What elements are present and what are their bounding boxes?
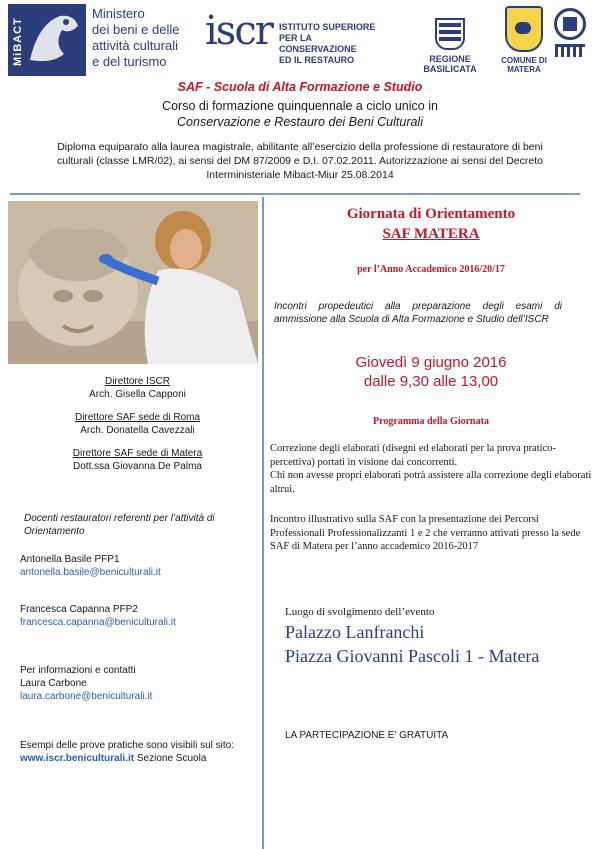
contact-basile: Antonella Basile PFP1 antonella.basile@beniculturali.it xyxy=(20,553,258,579)
esempi-note: Esempi delle prove pratiche sono visibili sul sito: www.iscr.beniculturali.it Sezione Scuola xyxy=(20,740,234,764)
event-title: Giornata di Orientamento SAF MATERA xyxy=(272,204,590,244)
event-date: Giovedì 9 giugno 2016 dalle 9,30 alle 13,00 xyxy=(355,354,507,390)
info-contacts: Per informazioni e contatti Laura Carbone laura.carbone@beniculturali.it xyxy=(20,664,258,703)
iscr-mark: iscr xyxy=(205,8,272,54)
unesco-logo-icon xyxy=(550,8,590,58)
website-link[interactable]: www.iscr.beniculturali.it xyxy=(20,753,135,764)
comune-matera-logo xyxy=(493,6,555,74)
basilicata-shield-icon xyxy=(435,18,465,50)
director-iscr: Direttore ISCR Arch. Gisella Capponi xyxy=(89,376,186,400)
illustrativo-text: Incontro illustrativo sulla SAF con la presentazione dei Percorsi Professionali Professionalizzanti 1 e 2 che verranno attivati presso la sede SAF di Matera per l’anno accademico 2016-2017 xyxy=(270,514,581,552)
mibact-text: Ministero dei beni e delle attività culturali e del turismo xyxy=(92,6,180,69)
regione-label: REGIONE BASILICATA xyxy=(423,54,477,74)
comune-label: COMUNE DI MATERA xyxy=(501,56,547,74)
programma-heading: Programma della Giornata xyxy=(373,416,489,427)
correzione-text: Correzione degli elaborati (disegni ed elaborati per la prova pratico-percettiva) portati in visione dai concorrenti. Chi non avesse propri elaborati potrà assistere alla correzione degli elaborati altrui. xyxy=(270,443,592,495)
director-saf-roma: Direttore SAF sede di Roma Arch. Donatella Cavezzali xyxy=(74,412,201,436)
course-heading xyxy=(0,98,600,130)
regione-basilicata-logo xyxy=(410,18,490,74)
diploma-note: Diploma equiparato alla laurea magistrale, abilitante all’esercizio della professione di restauratore di beni culturali (classe LMR/02), ai sensi del DM 87/2009 e D.I. 07.02.2011. Autorizzazione ai sensi del Decreto Interministeriale Mibact-Miur 25.08.2014 xyxy=(57,141,543,181)
venue-address: Palazzo Lanfranchi Piazza Giovanni Pascoli 1 - Matera xyxy=(285,622,540,666)
email-link[interactable]: laura.carbone@beniculturali.it xyxy=(20,691,153,702)
email-link[interactable]: antonella.basile@beniculturali.it xyxy=(20,567,161,578)
event-subtitle: SAF MATERA xyxy=(382,226,480,242)
restorer-photo xyxy=(8,201,258,364)
director-saf-matera: Direttore SAF sede di Matera Dott.ssa Giovanna De Palma xyxy=(72,448,203,472)
mibact-vertical-label: MiBACT xyxy=(12,17,24,66)
iscr-logo xyxy=(205,8,390,66)
email-link[interactable]: francesca.capanna@beniculturali.it xyxy=(20,617,176,628)
contact-capanna: Francesca Capanna PFP2 francesca.capanna@beniculturali.it xyxy=(20,603,258,629)
vertical-divider xyxy=(262,197,264,849)
horizontal-divider xyxy=(10,193,580,195)
course-line: Corso di formazione quinquennale a ciclo unico in xyxy=(162,99,438,113)
venue-label: Luogo di svolgimento dell’evento xyxy=(285,606,435,618)
matera-crest-icon xyxy=(505,6,543,52)
directors-list xyxy=(20,375,255,483)
mibact-logo xyxy=(8,4,208,76)
academic-year: per l’Anno Accademico 2016/20/17 xyxy=(357,264,505,275)
iscr-text: ISTITUTO SUPERIORE PER LA CONSERVAZIONE ED IL RESTAURO xyxy=(279,22,376,65)
course-subject: Conservazione e Restauro dei Beni Culturali xyxy=(177,115,423,129)
docenti-note: Docenti restauratori referenti per l’attività di Orientamento xyxy=(24,513,215,537)
free-participation-note: LA PARTECIPAZIONE E’ GRATUITA xyxy=(285,730,449,741)
saf-title: SAF - Scuola di Alta Formazione e Studio xyxy=(177,80,423,94)
incontri-text: Incontri propedeutici alla preparazione degli esami di ammissione alla Scuola di Alta Formazione e Studio dell’ISCR xyxy=(274,301,562,325)
